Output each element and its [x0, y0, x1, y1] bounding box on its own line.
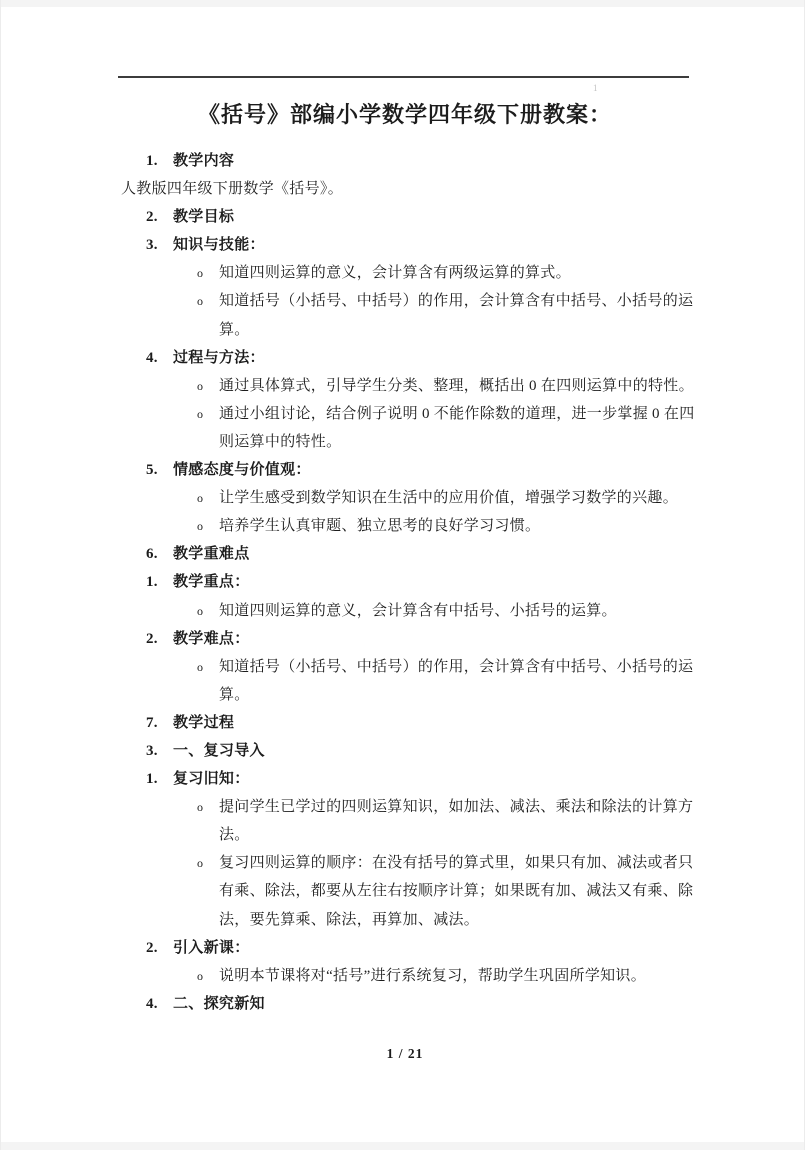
doc-line-continuation: [1, 821, 805, 849]
continuation-text: 有乘、除法，都要从左往右按顺序计算；如果既有加、减法又有乘、除: [219, 883, 694, 900]
bullet-icon: o: [197, 968, 204, 983]
doc-line-bullet: [1, 849, 805, 877]
bullet-item-text: 知道四则运算的意义，会计算含有中括号、小括号的运算。: [219, 602, 617, 619]
header-rule: [118, 76, 689, 78]
list-number: 2.: [146, 939, 158, 956]
list-item-text: 教学目标: [173, 209, 235, 226]
list-number: 3.: [146, 237, 158, 254]
doc-line-continuation: [1, 681, 805, 709]
list-item-text: 教学重点：: [173, 574, 250, 591]
doc-line-numbered: [1, 765, 805, 793]
bullet-icon: o: [197, 294, 204, 309]
doc-line-numbered: [1, 737, 805, 765]
document-body: [1, 147, 805, 1018]
bullet-item-text: 培养学生认真审题、独立思考的良好学习习惯。: [219, 518, 541, 535]
doc-line-bullet: [1, 484, 805, 512]
continuation-text: 算。: [219, 686, 250, 703]
bullet-icon: o: [197, 659, 204, 674]
list-item-text: 教学内容: [173, 153, 235, 169]
doc-line-numbered: [1, 990, 805, 1018]
list-number: 1.: [146, 574, 158, 591]
doc-line-numbered: [1, 625, 805, 653]
list-number: 4.: [146, 349, 158, 366]
doc-line-numbered: [1, 344, 805, 372]
doc-line-bullet: [1, 259, 805, 287]
bullet-icon: o: [197, 378, 204, 393]
doc-line-numbered: [1, 231, 805, 259]
bullet-item-text: 提问学生已学过的四则运算知识，如加法、减法、乘法和除法的计算方: [219, 799, 694, 816]
continuation-text: 法，要先算乘、除法，再算加、减法。: [219, 911, 480, 928]
bullet-item-text: 复习四则运算的顺序：在没有括号的算式里，如果只有加、减法或者只: [219, 855, 694, 872]
bullet-icon: o: [197, 603, 204, 618]
doc-line-numbered: [1, 568, 805, 596]
doc-line-bullet: [1, 962, 805, 990]
bullet-icon: o: [197, 800, 204, 815]
page-number: 1 / 21: [386, 1046, 424, 1061]
doc-line-continuation: [1, 877, 805, 905]
doc-line-numbered: [1, 709, 805, 737]
doc-line-bullet: [1, 597, 805, 625]
list-item-text: 过程与方法：: [173, 349, 265, 366]
list-item-text: 一、复习导入: [173, 742, 265, 759]
list-item-text: 教学过程: [173, 714, 235, 731]
list-item-text: 引入新课：: [173, 939, 250, 956]
page-bottom-edge: [1, 1142, 805, 1150]
bullet-item-text: 让学生感受到数学知识在生活中的应用价值，增强学习数学的兴趣。: [219, 490, 679, 507]
doc-line-bullet: [1, 512, 805, 540]
list-item-text: 教学难点：: [173, 630, 250, 647]
list-number: 6.: [146, 546, 158, 563]
bullet-item-text: 说明本节课将对“括号”进行系统复习，帮助学生巩固所学知识。: [219, 967, 647, 984]
bullet-icon: o: [197, 519, 204, 534]
bullet-icon: o: [197, 856, 204, 871]
doc-line-numbered: [1, 456, 805, 484]
list-number: 3.: [146, 742, 158, 759]
list-item-text: 二、探究新知: [173, 995, 265, 1012]
doc-line-continuation: [1, 316, 805, 344]
bullet-item-text: 通过小组讨论，结合例子说明 0 不能作除数的道理，进一步掌握 0 在四: [219, 405, 695, 422]
doc-line-paragraph: [1, 175, 805, 203]
list-number: 2.: [146, 209, 158, 226]
doc-line-bullet: [1, 287, 805, 315]
bullet-item-text: 知道括号（小括号、中括号）的作用，会计算含有中括号、小括号的运: [219, 658, 694, 675]
doc-line-numbered: [1, 934, 805, 962]
continuation-text: 算。: [219, 321, 250, 338]
paragraph-text: 人教版四年级下册数学《括号》。: [121, 181, 344, 198]
list-number: 2.: [146, 630, 158, 647]
list-item-text: 知识与技能：: [173, 237, 265, 254]
doc-line-continuation: [1, 428, 805, 456]
annotation-mark: 1: [593, 83, 598, 93]
list-number: 4.: [146, 995, 158, 1012]
bullet-icon: o: [197, 406, 204, 421]
doc-line-numbered: [1, 540, 805, 568]
bullet-icon: o: [197, 491, 204, 506]
bullet-item-text: 知道括号（小括号、中括号）的作用，会计算含有中括号、小括号的运: [219, 293, 694, 310]
list-item-text: 情感态度与价值观：: [173, 462, 311, 479]
continuation-text: 法。: [219, 827, 250, 844]
list-number: 7.: [146, 714, 158, 731]
list-item-text: 复习旧知：: [173, 771, 250, 788]
doc-line-bullet: [1, 653, 805, 681]
doc-line-numbered: [1, 147, 805, 175]
document-title: 《括号》部编小学数学四年级下册教案：: [197, 102, 612, 127]
list-number: 1.: [146, 771, 158, 788]
bullet-item-text: 通过具体算式，引导学生分类、整理，概括出 0 在四则运算中的特性。: [219, 377, 694, 394]
page-top-edge: [1, 0, 805, 7]
bullet-icon: o: [197, 266, 204, 281]
doc-line-continuation: [1, 906, 805, 934]
bullet-item-text: 知道四则运算的意义，会计算含有两级运算的算式。: [219, 265, 571, 282]
doc-line-numbered: [1, 203, 805, 231]
continuation-text: 则运算中的特性。: [219, 433, 342, 450]
doc-line-bullet: [1, 372, 805, 400]
list-item-text: 教学重难点: [173, 546, 250, 563]
list-number: 5.: [146, 462, 158, 479]
list-number: 1.: [146, 153, 158, 169]
doc-line-bullet: [1, 400, 805, 428]
doc-line-bullet: [1, 793, 805, 821]
